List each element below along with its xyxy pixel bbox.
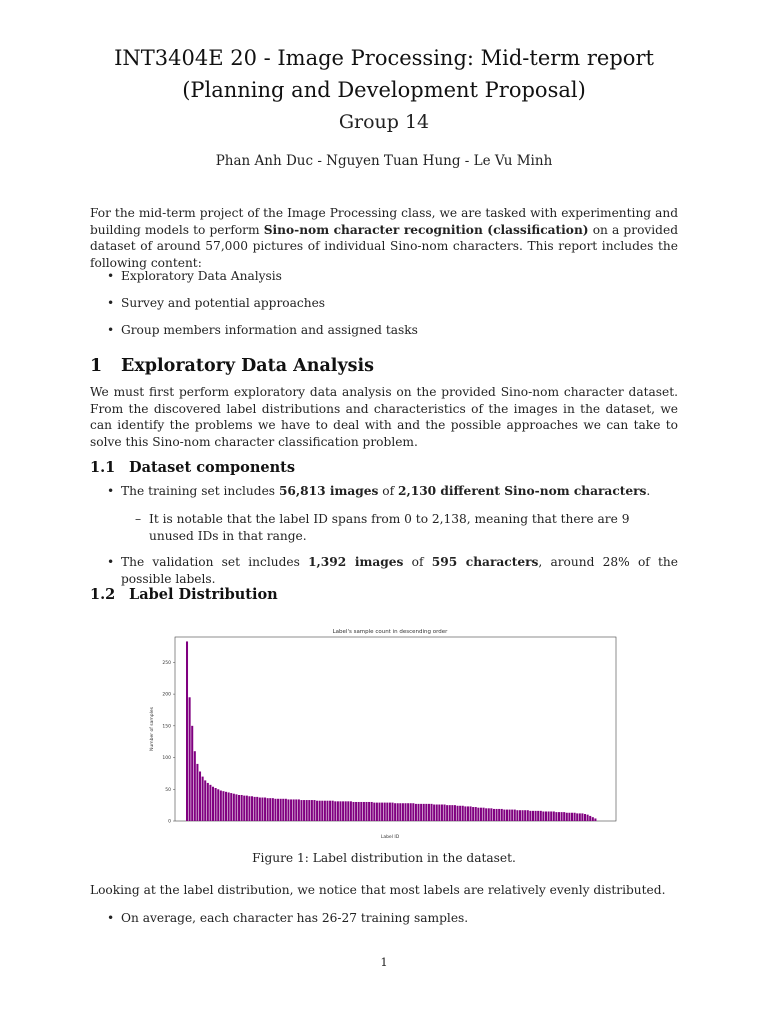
bar xyxy=(519,810,521,821)
bar xyxy=(566,813,568,821)
bold-text: 595 characters xyxy=(431,555,539,569)
bar xyxy=(256,797,258,821)
bar xyxy=(537,811,539,821)
bar xyxy=(462,806,464,821)
bar xyxy=(212,787,214,821)
bar xyxy=(269,798,271,821)
bar xyxy=(191,726,193,821)
y-axis-ticks xyxy=(162,660,175,825)
figure-caption: Figure 1: Label distribution in the dataset. xyxy=(252,851,516,865)
bar xyxy=(509,810,511,821)
bar xyxy=(243,796,245,821)
bar xyxy=(324,801,326,821)
bar xyxy=(303,800,305,821)
bar xyxy=(496,809,498,821)
bullet-dot: • xyxy=(107,911,115,925)
bold-text: 2,130 different Sino-nom characters xyxy=(398,484,647,498)
bullet-dot: • xyxy=(107,269,115,283)
bar xyxy=(371,802,373,821)
bar xyxy=(480,808,482,821)
bold-text: 56,813 images xyxy=(278,484,379,498)
bar xyxy=(571,813,573,821)
bar xyxy=(365,802,367,821)
bar xyxy=(321,801,323,821)
bar xyxy=(215,788,217,821)
label-distribution-chart xyxy=(140,623,630,845)
section-number: 1.2 xyxy=(90,586,116,603)
distribution-paragraph: Looking at the label distribution, we notice that most labels are relatively evenly distributed. xyxy=(90,883,666,897)
bullet-dot: • xyxy=(107,296,115,310)
bar xyxy=(251,796,253,821)
group-label: Group 14 xyxy=(338,111,430,133)
bar xyxy=(316,801,318,821)
bar xyxy=(454,805,456,821)
bullet-dot: • xyxy=(107,555,115,569)
bar xyxy=(199,772,201,821)
bar xyxy=(259,798,261,821)
report-title-line2: (Planning and Development Proposal) xyxy=(182,78,586,102)
bar xyxy=(410,803,412,821)
bar xyxy=(438,805,440,822)
bar xyxy=(550,811,552,821)
bar xyxy=(204,780,206,821)
intro-bold: Sino-nom character recognition (classification) xyxy=(263,222,589,237)
bar xyxy=(235,794,237,821)
bar xyxy=(389,803,391,821)
bar xyxy=(425,804,427,821)
bar xyxy=(225,792,227,821)
bar xyxy=(592,817,594,821)
intro-text-2: on a provided dataset of around 57,000 pictures of individual Sino-nom characters. This report includes the following content: xyxy=(90,222,679,270)
x-axis-label: Label ID xyxy=(380,835,400,840)
bar xyxy=(488,808,490,821)
bar xyxy=(514,810,516,821)
bar xyxy=(313,800,315,821)
intro-bullet-text: Survey and potential approaches xyxy=(121,296,326,310)
bar xyxy=(196,764,198,821)
y-tick-label: 100 xyxy=(162,756,171,762)
bar xyxy=(280,799,282,821)
bar xyxy=(222,791,224,821)
bar xyxy=(386,803,388,821)
subbullet-text: It is notable that the label ID spans from 0 to 2,138, meaning that there are 9 unused IDs in that range. xyxy=(149,512,630,543)
bar xyxy=(581,813,583,821)
bar xyxy=(449,805,451,821)
text: The training set includes xyxy=(121,484,279,498)
section-1-heading xyxy=(90,356,374,376)
bar xyxy=(584,814,586,821)
bar xyxy=(428,804,430,821)
bar xyxy=(535,811,537,821)
bar xyxy=(295,799,297,821)
bar xyxy=(498,809,500,821)
bar xyxy=(576,813,578,821)
bar xyxy=(347,801,349,821)
bar xyxy=(228,792,230,821)
bar xyxy=(555,812,557,821)
bar xyxy=(368,802,370,821)
bar xyxy=(464,806,466,821)
bar xyxy=(248,796,250,821)
bar xyxy=(298,799,300,821)
bar xyxy=(241,795,243,821)
bar xyxy=(308,800,310,821)
bar xyxy=(540,811,542,821)
bold-text: 1,392 images xyxy=(308,555,404,569)
bar xyxy=(553,811,555,821)
dash-marker: – xyxy=(135,512,142,526)
bar xyxy=(189,697,191,821)
bar xyxy=(485,808,487,821)
bar xyxy=(334,801,336,821)
text: of xyxy=(403,555,432,569)
bar xyxy=(524,810,526,821)
bar xyxy=(274,799,276,821)
bar xyxy=(311,800,313,821)
y-tick-label: 200 xyxy=(162,692,171,698)
bar xyxy=(319,801,321,821)
bar xyxy=(220,791,222,821)
bar xyxy=(402,803,404,821)
bar xyxy=(548,811,550,821)
y-tick-label: 150 xyxy=(162,724,171,730)
bar xyxy=(378,803,380,821)
bar xyxy=(579,813,581,821)
text: . xyxy=(646,484,651,498)
bar xyxy=(522,810,524,821)
bar xyxy=(436,805,438,822)
section-title: Dataset components xyxy=(129,459,296,476)
page-number: 1 xyxy=(380,955,388,969)
bar xyxy=(467,806,469,821)
bar xyxy=(282,799,284,821)
bar xyxy=(326,801,328,821)
bullet-dot: • xyxy=(107,323,115,337)
bar xyxy=(238,795,240,821)
text: The validation set includes xyxy=(121,555,309,569)
y-axis-label: Number of samples xyxy=(150,707,155,751)
bar xyxy=(233,794,235,821)
bar xyxy=(451,805,453,821)
bar xyxy=(186,641,188,821)
bar xyxy=(446,805,448,821)
report-title-line1: INT3404E 20 - Image Processing: Mid-term report xyxy=(114,46,654,70)
bar xyxy=(194,751,196,821)
bar xyxy=(264,798,266,821)
bar xyxy=(444,805,446,822)
bar xyxy=(545,811,547,821)
y-tick-label: 250 xyxy=(162,660,171,666)
intro-bullet-text: Group members information and assigned tasks xyxy=(121,323,418,337)
plot-frame xyxy=(175,637,616,821)
section-1-2-heading xyxy=(90,586,278,603)
intro-paragraph xyxy=(90,205,678,271)
bar xyxy=(490,808,492,821)
bar xyxy=(472,807,474,821)
bar xyxy=(217,789,219,821)
bar xyxy=(399,803,401,821)
bar xyxy=(511,810,513,821)
section-1-1-heading xyxy=(90,459,295,476)
y-tick-label: 50 xyxy=(165,787,171,793)
bar xyxy=(358,802,360,821)
bar xyxy=(563,812,565,821)
bar xyxy=(360,802,362,821)
bar xyxy=(352,802,354,821)
bar xyxy=(392,803,394,821)
bar xyxy=(418,804,420,821)
bar xyxy=(405,803,407,821)
bar xyxy=(246,796,248,821)
bar xyxy=(277,799,279,821)
bar xyxy=(457,806,459,821)
bar xyxy=(527,810,529,821)
bar xyxy=(363,802,365,821)
bar xyxy=(506,810,508,821)
bar xyxy=(207,783,209,821)
bar xyxy=(202,777,204,821)
authors: Phan Anh Duc - Nguyen Tuan Hung - Le Vu Minh xyxy=(215,153,553,169)
section-number: 1.1 xyxy=(90,459,116,476)
bar xyxy=(355,802,357,821)
bar xyxy=(433,805,435,822)
bar xyxy=(431,804,433,821)
bar xyxy=(293,799,295,821)
bar xyxy=(306,800,308,821)
bar xyxy=(501,809,503,821)
bar xyxy=(397,803,399,821)
bar xyxy=(483,808,485,821)
bar xyxy=(384,803,386,821)
bar xyxy=(589,816,591,821)
bar xyxy=(529,811,531,821)
bar xyxy=(568,813,570,821)
bar xyxy=(337,801,339,821)
bar xyxy=(493,809,495,821)
bar xyxy=(230,793,232,821)
bar xyxy=(287,799,289,821)
bar xyxy=(254,797,256,821)
bar xyxy=(441,805,443,822)
bar xyxy=(373,803,375,821)
bar xyxy=(561,812,563,821)
bar xyxy=(574,813,576,821)
y-tick-label: 0 xyxy=(168,819,171,825)
bar xyxy=(267,798,269,821)
bar xyxy=(272,798,274,821)
training-set-text xyxy=(121,483,678,500)
bar xyxy=(285,799,287,821)
bar xyxy=(594,818,596,821)
bar xyxy=(415,804,417,821)
bar xyxy=(558,812,560,821)
bar xyxy=(345,801,347,821)
bar xyxy=(329,801,331,821)
bar xyxy=(459,806,461,821)
bar xyxy=(475,807,477,821)
section-1-paragraph: We must first perform exploratory data analysis on the provided Sino-nom character dataset. From the discovered label distributions and characteristics of the images in the dataset, we can identify the problems we have to deal with and the possible approaches we can take to solve this Sino-nom character classification problem. xyxy=(90,385,678,449)
text: of xyxy=(378,484,398,498)
bar xyxy=(394,803,396,821)
section-number: 1 xyxy=(90,356,103,376)
bar xyxy=(339,801,341,821)
bar xyxy=(376,803,378,821)
bar xyxy=(412,803,414,821)
section-title: Label Distribution xyxy=(129,586,278,603)
bar xyxy=(423,804,425,821)
bars xyxy=(186,641,596,821)
section-title: Exploratory Data Analysis xyxy=(121,356,374,376)
bar xyxy=(332,801,334,821)
bullet-dot: • xyxy=(107,484,115,498)
bar xyxy=(209,785,211,821)
chart-title: Label's sample count in descending order xyxy=(332,629,448,635)
bar xyxy=(350,801,352,821)
intro-bullet-text: Exploratory Data Analysis xyxy=(121,269,282,283)
bar xyxy=(290,799,292,821)
intro-text-1: For the mid-term project of the Image Processing class, we are tasked with experimenting and building models to perform xyxy=(90,206,678,237)
bar xyxy=(587,815,589,821)
bar xyxy=(300,800,302,821)
bar xyxy=(516,810,518,821)
validation-set-text xyxy=(121,554,678,587)
average-bullet-text: On average, each character has 26-27 training samples. xyxy=(121,911,469,925)
bar xyxy=(420,804,422,821)
bar xyxy=(381,803,383,821)
bar xyxy=(261,798,263,821)
bar xyxy=(532,811,534,821)
bar xyxy=(503,810,505,821)
bar xyxy=(477,808,479,821)
text: , around 28% of the possible labels. xyxy=(121,555,678,586)
bar xyxy=(407,803,409,821)
bar xyxy=(470,806,472,821)
bar xyxy=(542,811,544,821)
bar xyxy=(342,801,344,821)
